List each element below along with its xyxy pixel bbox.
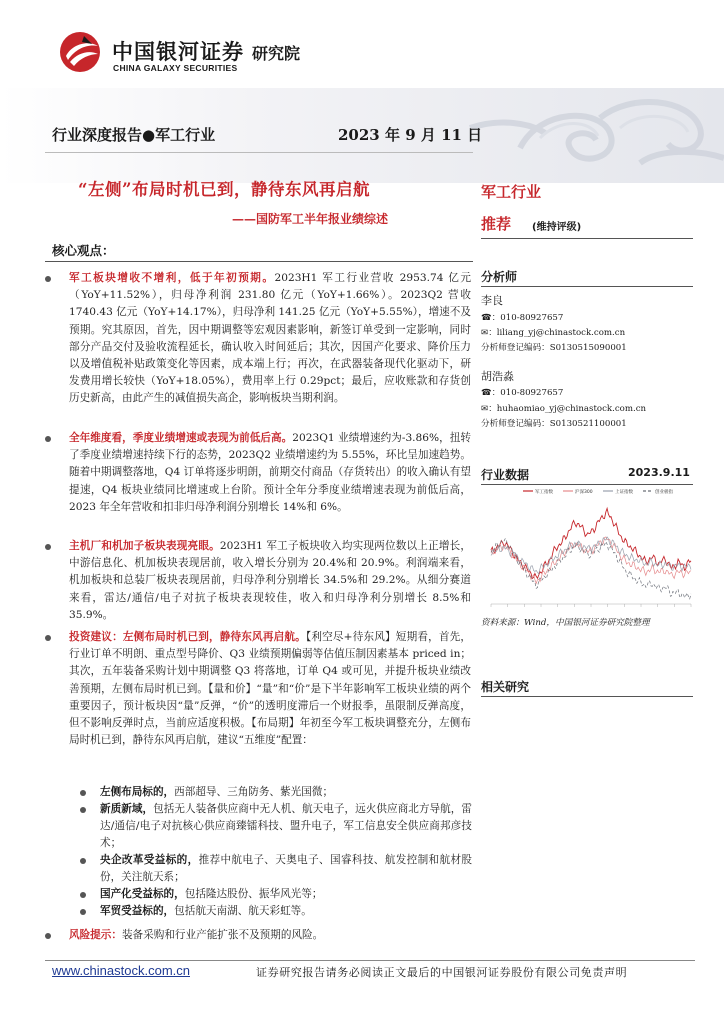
divider: [481, 286, 693, 287]
sub-item-label: 左侧布局标的，: [100, 786, 175, 798]
rating-label: 推荐: [481, 215, 512, 233]
legend-label: 军工指数: [535, 490, 553, 495]
analyst-email[interactable]: ✉：liliang_yj@chinastock.com.cn: [481, 328, 626, 338]
bullet-icon: [80, 807, 86, 813]
main-title: “左侧”布局时机已到，静待东风再启航: [78, 180, 370, 199]
sub-item: [100, 784, 472, 801]
analyst-cert: 分析师登记编码：S0130515090001: [481, 343, 627, 353]
core-paragraph-3: [69, 538, 471, 624]
bullet-icon: [45, 635, 51, 641]
risk-text: 装备采购和行业产能扩张不及预期的风险。: [121, 929, 324, 941]
divider: [481, 696, 693, 697]
bullet-icon: [45, 933, 51, 939]
paragraph-highlight: 军工板块增收不增利，低于年初预期。: [69, 272, 275, 284]
sub-item-label: 国产化受益标的，: [100, 888, 185, 900]
related-research-heading: 相关研究: [481, 680, 530, 694]
rating-note: (维持评级): [532, 222, 582, 233]
paragraph-highlight: 主机厂和机加子板块表现亮眼。: [69, 540, 220, 552]
sub-item: [100, 903, 472, 920]
paragraph-text: 2023H1 军工行业营收 2953.74 亿元（YoY+11.52%），归母净利润 231.80 亿元（YoY+1.66%）。2023Q2 营收 1740.43 亿元（YoY+14.17%），归母净利 141.25 亿元（YoY+5.55%），增速不及预期。究其原因，首先，因中期调整等宏观因素影响，新签订单受到一定影响，同时部分产品交付及验收流程延长，确认收入时间延后；其次，因国产化要求、降价压力以及增值税补贴政策变化等因素，成本端上行；再次，在武器装备现代化驱动下，研发费用增长较快（YoY+18.05%），费用率上行 0.29pct；最后，应收账款和存货创历史新高，由此产生的减值损失高企，影响板块当期利润。: [69, 272, 471, 405]
sub-item: [100, 852, 472, 886]
analyst-phone: ☎：010-80927657: [481, 313, 564, 323]
analyst-heading: 分析师: [481, 270, 518, 284]
sub-item: [100, 801, 472, 853]
bullet-icon: [80, 790, 86, 796]
bullet-icon: [80, 858, 86, 864]
sub-item-text: 包括隆达股份、振华风光等；: [184, 888, 323, 900]
brand-name-en: CHINA GALAXY SECURITIES: [113, 63, 238, 73]
galaxy-logo-icon: [58, 30, 102, 74]
sub-title: ——国防军工半年报业绩综述: [232, 212, 389, 226]
index-line-chart: [483, 484, 697, 614]
chart-legend: [523, 488, 673, 495]
industry-label: 军工行业: [481, 183, 542, 201]
bullet-icon: [80, 892, 86, 898]
core-paragraph-1: [69, 270, 471, 408]
paragraph-text: 2023H1 军工子板块收入均实现两位数以上正增长，中游信息化、机加板块表现居前，收入增长分别为 20.4%和 20.9%。利润端来看，机加板块和总装厂板块表现居前，归母净利分别增长 34.5%和 29.2%。从细分赛道来看，雷达/通信/电子对抗子板块表现较佳，收入和归母净利分别增长 8.5%和 35.9%。: [69, 540, 472, 621]
paragraph-highlight: 投资建议：左侧布局时机已到，静待东风再启航。: [69, 631, 306, 643]
paragraph-text: 2023Q1 业绩增速约为-3.86%，扭转了季度业绩增速持续下行的态势，2023Q2 业绩增速约为 5.55%，环比呈加速趋势。随着中期调整落地，Q4 订单将逐步明朗，前期交付商品（存货转出）的收入确认有望提速，Q4 板块业绩同比增速或上台阶。预计全年分季度业绩增速表现为前低后高，2023 年全年营收和扣非归母净利润分别增长 14%和 6%。: [69, 432, 471, 513]
sub-item-text: 推荐中航电子、天奥电子、国睿科技、航发控制和航材股份，关注航天系；: [100, 854, 473, 884]
footer-disclaimer: 证券研究报告请务必阅读正文最后的中国银河证券股份有限公司免责声明: [256, 966, 628, 979]
risk-paragraph: [69, 927, 471, 944]
bullet-icon: [80, 909, 86, 915]
footer-website-link[interactable]: www.chinastock.com.cn: [52, 963, 190, 978]
sub-item-label: 新质新域，: [100, 803, 154, 815]
sub-item-label: 央企改革受益标的，: [100, 854, 199, 866]
bullet-icon: [45, 544, 51, 550]
analyst-cert: 分析师登记编码：S0130521100001: [481, 419, 627, 429]
brand-dept: 研究院: [252, 44, 301, 63]
sub-item-label: 军贸受益标的，: [100, 905, 175, 917]
risk-label: 风险提示：: [69, 929, 122, 941]
analyst-phone: ☎：010-80927657: [481, 388, 564, 398]
chart-source: 资料来源：Wind，中国银河证券研究院整理: [481, 618, 650, 628]
brand-name-cn: 中国银河证券: [112, 40, 244, 64]
analyst-name: 李良: [481, 294, 503, 307]
chart-x-axis: [491, 604, 691, 607]
report-date: 2023 年 9 月 11 日: [338, 126, 483, 144]
sub-item: [100, 886, 472, 903]
sub-item-text: 包括无人装备供应商中无人机、航天电子，远火供应商北方导航，雷达/通信/电子对抗核心供应商臻镭科技、盟升电子，军工信息安全供应商邦彦技术；: [100, 803, 473, 850]
market-data-heading: 行业数据: [481, 468, 530, 482]
paragraph-text: 【利空尽+待东风】短期看，首先，行业订单不明朗、重点型号降价、Q3 业绩预期偏弱等估值压制因素基本 priced in；其次，五年装备采购计划中期调整 Q3 将落地，订单 Q4 或可见，并提升板块业绩改善预期，左侧布局时机已到。【量和价】“量”和“价”是下半年影响军工板块业绩的两个重要因子，预计板块因“量”反弹，“价”的透明度滞后一个财报季，虽限制反弹高度，但不影响反弹时点，当前应适度积极。【布局期】年初至今军工板块调整充分，左侧布局时机已到，静待东风再启航，建议“五维度”配置：: [69, 631, 472, 747]
sub-item-text: 包括航天南湖、航天彩虹等。: [174, 905, 312, 917]
legend-label: 沪深300: [575, 490, 593, 495]
legend-label: 上证指数: [615, 490, 633, 495]
divider: [481, 238, 693, 239]
analyst-name: 胡浩淼: [481, 370, 514, 383]
analyst-email[interactable]: ✉：huhaomiao_yj@chinastock.com.cn: [481, 404, 647, 414]
legend-label: 创业板指: [655, 490, 673, 495]
core-paragraph-2: [69, 430, 471, 516]
sub-item-text: 西部超导、三角防务、紫光国微；: [174, 786, 334, 798]
bullet-icon: [45, 436, 51, 442]
bullet-icon: [45, 276, 51, 282]
core-view-heading: 核心观点：: [52, 243, 115, 258]
core-paragraph-4: [69, 629, 471, 749]
divider: [45, 261, 473, 262]
chart-lines: [491, 508, 691, 598]
report-type: 行业深度报告●军工行业: [52, 126, 216, 144]
divider: [45, 152, 473, 153]
footer-divider: [45, 960, 695, 961]
paragraph-highlight: 全年维度看，季度业绩增速或表现为前低后高。: [69, 432, 293, 444]
market-data-date: 2023.9.11: [628, 466, 690, 479]
